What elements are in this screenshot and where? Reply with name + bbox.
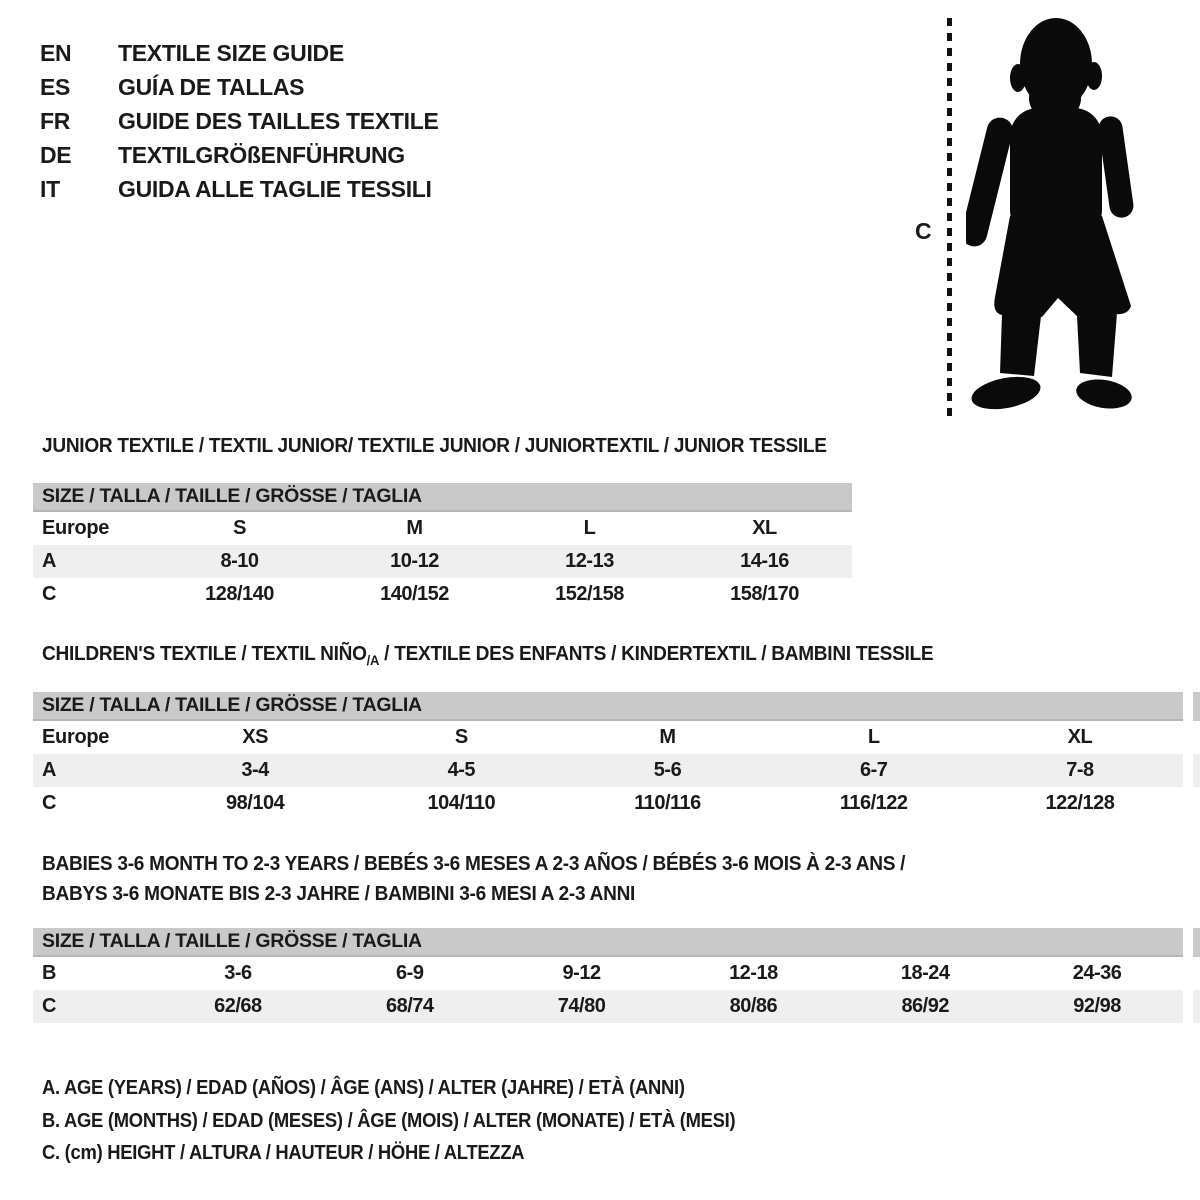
- table-cell: L: [867, 726, 880, 748]
- footnote-a: A. AGE (YEARS) / EDAD (AÑOS) / ÂGE (ANS) / ALTER (JAHRE) / ETÀ (ANNI): [42, 1077, 685, 1099]
- table-cell: 62/68: [214, 995, 262, 1017]
- language-row-it: [40, 172, 439, 206]
- table-cell: 140/152: [380, 583, 449, 605]
- table-edge-sliver: [1193, 928, 1200, 957]
- row-label: Europe: [42, 726, 110, 748]
- table-cell: 104/110: [427, 792, 496, 814]
- table-cell: 6-9: [396, 962, 424, 984]
- language-title: GUIDA ALLE TAGLIE TESSILI: [118, 175, 432, 202]
- toddler-silhouette-icon: [966, 16, 1142, 418]
- footnote-b: B. AGE (MONTHS) / EDAD (MESES) / ÂGE (MOIS) / ALTER (MONATE) / ETÀ (MESI): [42, 1109, 736, 1132]
- row-label: C: [42, 995, 57, 1017]
- language-list: [40, 36, 439, 206]
- table-cell: 128/140: [205, 583, 274, 605]
- table-cell: 4-5: [447, 759, 475, 781]
- table-cell: 68/74: [385, 995, 434, 1017]
- language-row-de: [40, 138, 439, 172]
- language-row-es: [40, 70, 439, 104]
- footnotes: [42, 1072, 735, 1170]
- table-row: [33, 957, 1183, 990]
- table-cell: S: [233, 517, 246, 539]
- table-edge-sliver: [1193, 692, 1200, 721]
- table-cell: 24-36: [1072, 962, 1122, 984]
- table-cell: XS: [242, 726, 268, 748]
- table-cell: M: [659, 726, 676, 748]
- language-code: DE: [40, 141, 72, 168]
- table-cell: 7-8: [1066, 759, 1094, 781]
- junior-size-header: SIZE / TALLA / TAILLE / GRÖSSE / TAGLIA: [33, 483, 852, 512]
- children-title-prefix: CHILDREN'S TEXTILE / TEXTIL NIÑO: [42, 642, 367, 665]
- junior-section-title: JUNIOR TEXTILE / TEXTIL JUNIOR/ TEXTILE JUNIOR / JUNIORTEXTIL / JUNIOR TESSILE: [42, 434, 827, 457]
- table-edge-sliver: [1193, 990, 1200, 1023]
- table-cell: 5-6: [653, 759, 682, 781]
- table-cell: 116/122: [839, 792, 908, 814]
- language-code: IT: [40, 175, 60, 202]
- row-label: C: [42, 583, 57, 605]
- table-row: [33, 721, 1183, 754]
- children-section-title: [42, 642, 933, 668]
- language-title: GUÍA DE TALLAS: [118, 73, 305, 100]
- row-label: B: [42, 962, 57, 984]
- babies-section-title-line1: BABIES 3-6 MONTH TO 2-3 YEARS / BEBÉS 3-6 MESES A 2-3 AÑOS / BÉBÉS 3-6 MOIS À 2-3 ANS /: [42, 852, 906, 875]
- height-measure-dashed-line: [947, 18, 952, 416]
- table-row: [33, 787, 1183, 820]
- language-row-fr: [40, 104, 439, 138]
- table-cell: 6-7: [860, 759, 888, 781]
- children-size-header: SIZE / TALLA / TAILLE / GRÖSSE / TAGLIA: [33, 692, 1183, 721]
- row-label: C: [42, 792, 57, 814]
- table-cell: 110/116: [634, 792, 701, 814]
- children-title-sub: /A: [366, 652, 380, 669]
- language-title: GUIDE DES TAILLES TEXTILE: [118, 107, 439, 134]
- table-cell: 158/170: [730, 583, 799, 605]
- table-cell: 92/98: [1073, 995, 1121, 1017]
- table-cell: XL: [1067, 726, 1093, 748]
- language-code: EN: [40, 39, 72, 66]
- footnote-c: C. (cm) HEIGHT / ALTURA / HAUTEUR / HÖHE / ALTEZZA: [42, 1142, 525, 1164]
- table-row: [33, 754, 1183, 787]
- table-cell: 74/80: [557, 995, 606, 1017]
- table-cell: S: [454, 726, 468, 748]
- table-row: [33, 578, 852, 611]
- table-cell: 152/158: [555, 583, 624, 605]
- table-cell: 12-13: [565, 550, 614, 572]
- table-cell: 10-12: [390, 550, 439, 572]
- babies-size-header: SIZE / TALLA / TAILLE / GRÖSSE / TAGLIA: [33, 928, 1183, 957]
- table-cell: M: [406, 517, 423, 539]
- table-cell: 9-12: [562, 962, 601, 984]
- row-label: A: [42, 550, 57, 572]
- table-edge-sliver: [1193, 754, 1200, 787]
- language-row-en: [40, 36, 439, 70]
- table-cell: 98/104: [226, 792, 285, 814]
- table-cell: 14-16: [740, 550, 789, 572]
- row-label: Europe: [42, 517, 110, 539]
- babies-size-table: [33, 928, 1183, 1023]
- table-cell: 12-18: [729, 962, 778, 984]
- table-cell: L: [583, 517, 596, 539]
- table-cell: 8-10: [220, 550, 259, 572]
- table-cell: 18-24: [900, 962, 950, 984]
- babies-section-title-line2: BABYS 3-6 MONATE BIS 2-3 JAHRE / BAMBINI 3-6 MESI A 2-3 ANNI: [42, 882, 636, 905]
- table-cell: 3-4: [241, 759, 269, 781]
- table-cell: 122/128: [1045, 792, 1115, 814]
- table-cell: 86/92: [901, 995, 949, 1017]
- table-cell: XL: [752, 517, 777, 539]
- table-row: [33, 990, 1183, 1023]
- table-cell: 80/86: [729, 995, 778, 1017]
- height-measure-label: C: [915, 218, 932, 244]
- language-title: TEXTILE SIZE GUIDE: [118, 39, 344, 66]
- table-row: [33, 512, 852, 545]
- language-code: FR: [40, 107, 71, 134]
- table-row: [33, 545, 852, 578]
- junior-size-table: [33, 483, 852, 611]
- children-title-suffix: / TEXTILE DES ENFANTS / KINDERTEXTIL / BAMBINI TESSILE: [379, 642, 934, 665]
- table-cell: 3-6: [224, 962, 252, 984]
- language-code: ES: [40, 73, 71, 100]
- row-label: A: [42, 759, 57, 781]
- children-size-table: [33, 692, 1183, 820]
- language-title: TEXTILGRÖßENFÜHRUNG: [118, 141, 405, 168]
